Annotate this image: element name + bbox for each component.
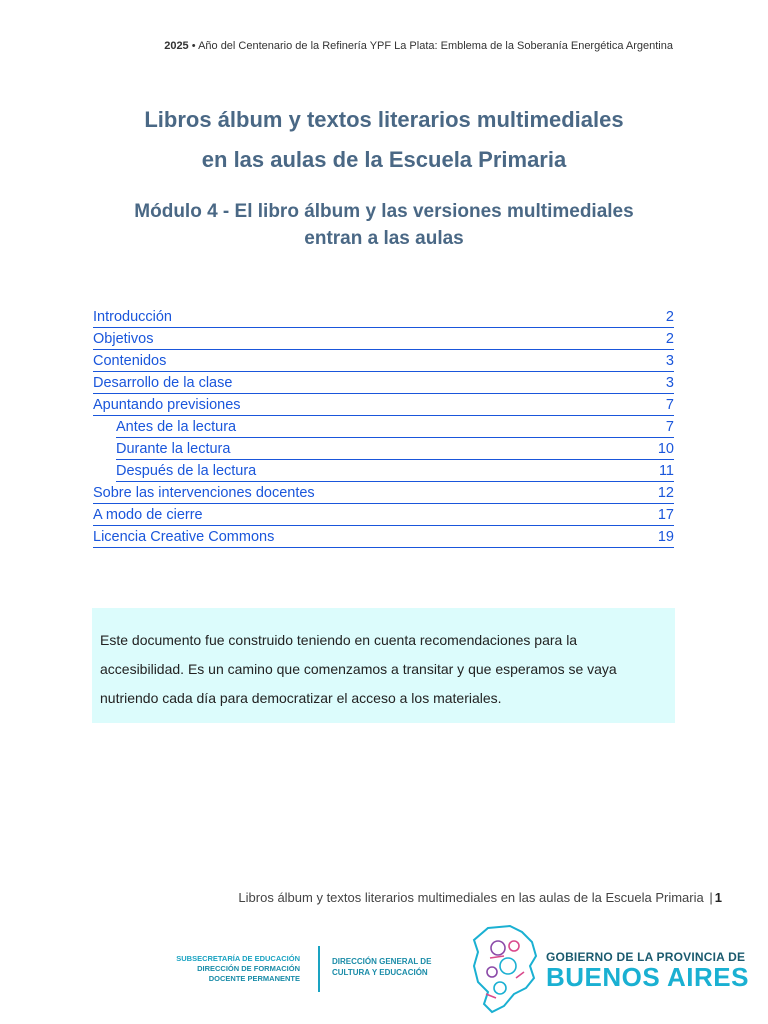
header-note-text: Año del Centenario de la Refinería YPF La Plata: Emblema de la Soberanía Energética Argentina <box>198 40 673 52</box>
module-subtitle <box>0 198 768 252</box>
footer-title: Libros álbum y textos literarios multimediales en las aulas de la Escuela Primaria <box>238 890 704 905</box>
toc-page: 19 <box>657 529 674 545</box>
toc-item-apuntando[interactable] <box>93 394 674 416</box>
toc-item-desarrollo[interactable] <box>93 372 674 394</box>
gobierno-buenos-aires-logo <box>546 950 749 990</box>
logo-gob-line-2: BUENOS AIRES <box>546 962 749 992</box>
title-line-2: en las aulas de la Escuela Primaria <box>201 147 567 172</box>
toc-label: Después de la lectura <box>116 463 257 479</box>
footer-separator: | <box>709 890 713 905</box>
toc-page: 10 <box>657 441 674 457</box>
logo-gob-line-1: GOBIERNO DE LA PROVINCIA DE <box>546 950 746 964</box>
toc-item-durante[interactable] <box>116 438 674 460</box>
accessibility-line-1: Este documento fue construido teniendo en cuenta recomendaciones para la <box>100 632 578 648</box>
toc-item-cierre[interactable] <box>93 504 674 526</box>
toc-page: 2 <box>665 331 674 347</box>
toc-page: 3 <box>665 353 674 369</box>
toc-page: 7 <box>665 397 674 413</box>
header-bullet: • <box>191 40 196 52</box>
page-number: 1 <box>714 890 722 905</box>
toc-page: 2 <box>665 309 674 325</box>
toc-label: Durante la lectura <box>116 441 231 457</box>
logo-sub-line-3: DOCENTE PERMANENTE <box>208 974 300 983</box>
province-map-emblem-icon <box>470 922 540 1014</box>
subsecretaria-logo <box>160 954 300 984</box>
toc-label: Objetivos <box>93 331 154 347</box>
document-title <box>0 100 768 180</box>
header-note <box>164 40 673 52</box>
logo-dir-line-1: DIRECCIÓN GENERAL DE <box>332 957 432 966</box>
toc-item-intervenciones[interactable] <box>93 482 674 504</box>
toc-item-objetivos[interactable] <box>93 328 674 350</box>
page-footer <box>238 890 722 905</box>
toc-item-antes[interactable] <box>116 416 674 438</box>
toc-label: A modo de cierre <box>93 507 203 523</box>
toc-label: Contenidos <box>93 353 167 369</box>
toc-label: Licencia Creative Commons <box>93 529 275 545</box>
toc-label: Sobre las intervenciones docentes <box>93 485 315 501</box>
toc-item-despues[interactable] <box>116 460 674 482</box>
table-of-contents <box>93 306 674 548</box>
direccion-general-logo <box>332 956 452 978</box>
logo-dir-line-2: CULTURA Y EDUCACIÓN <box>332 968 428 977</box>
toc-page: 12 <box>657 485 674 501</box>
header-year: 2025 <box>164 40 189 52</box>
subtitle-line-2: entran a las aulas <box>304 228 464 249</box>
toc-item-introduccion[interactable] <box>93 306 674 328</box>
accessibility-line-3: nutriendo cada día para democratizar el acceso a los materiales. <box>100 690 502 706</box>
toc-label: Apuntando previsiones <box>93 397 241 413</box>
toc-label: Antes de la lectura <box>116 419 237 435</box>
toc-label: Introducción <box>93 309 172 325</box>
accessibility-note <box>92 608 675 723</box>
toc-page: 7 <box>665 419 674 435</box>
logo-divider <box>318 946 320 992</box>
toc-label: Desarrollo de la clase <box>93 375 233 391</box>
toc-page: 17 <box>657 507 674 523</box>
title-line-1: Libros álbum y textos literarios multimediales <box>144 107 624 132</box>
accessibility-line-2: accesibilidad. Es un camino que comenzamos a transitar y que esperamos se vaya <box>100 661 617 677</box>
toc-item-licencia[interactable] <box>93 526 674 548</box>
logo-sub-line-1: SUBSECRETARÍA DE EDUCACIÓN <box>176 954 300 963</box>
toc-page: 3 <box>665 375 674 391</box>
logo-sub-line-2: DIRECCIÓN DE FORMACIÓN <box>197 964 300 973</box>
subtitle-line-1: Módulo 4 - El libro álbum y las versiones multimediales <box>134 201 634 222</box>
toc-item-contenidos[interactable] <box>93 350 674 372</box>
toc-page: 11 <box>658 463 674 479</box>
